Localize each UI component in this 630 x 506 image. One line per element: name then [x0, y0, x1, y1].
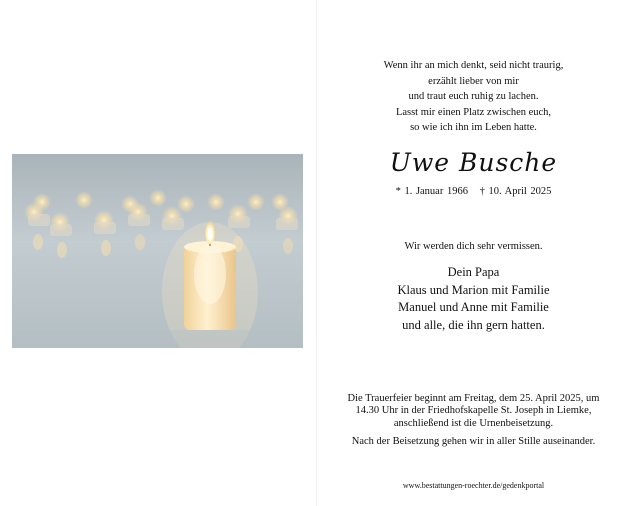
- candle-image: [12, 154, 303, 348]
- family-line: Klaus und Marion mit Familie: [397, 282, 550, 297]
- service-line: 14.30 Uhr in der Friedhofskapelle St. Joseph in Liemke,: [355, 405, 592, 417]
- poem-line: erzählt lieber von mir: [428, 75, 519, 87]
- family-line: Manuel und Anne mit Familie: [398, 300, 549, 314]
- poem-line: und traut euch ruhig zu lachen.: [408, 91, 539, 103]
- deceased-name: Uwe Busche: [389, 148, 558, 177]
- poem: [317, 58, 630, 136]
- miss-text: Wir werden dich sehr vermissen.: [404, 241, 543, 252]
- after-burial-text: Nach der Beisetzung gehen wir in aller Stille auseinander.: [351, 436, 596, 447]
- poem-line: so wie ich ihn im Leben hatte.: [410, 122, 537, 134]
- poem-line: Wenn ihr an mich denkt, seid nicht traurig,: [383, 60, 564, 71]
- birth-date: * 1. Januar 1966: [395, 186, 468, 197]
- candle-photo: [12, 154, 303, 348]
- service-line: anschließend ist die Urnenbeisetzung.: [393, 417, 554, 429]
- family-line: Dein Papa: [447, 265, 500, 279]
- poem-line: Lasst mir einen Platz zwischen euch,: [395, 106, 552, 118]
- family-signature: [317, 264, 630, 334]
- card-right-panel: [317, 0, 630, 506]
- service-info: [317, 393, 630, 430]
- death-date: † 10. April 2025: [479, 186, 552, 197]
- service-line: Die Trauerfeier beginnt am Freitag, dem 25. April 2025, um: [347, 393, 600, 404]
- family-line: und alle, die ihn gern hatten.: [402, 317, 545, 332]
- website-link[interactable]: www.bestattungen-roechter.de/gedenkportal: [402, 481, 545, 490]
- life-dates: [317, 186, 630, 197]
